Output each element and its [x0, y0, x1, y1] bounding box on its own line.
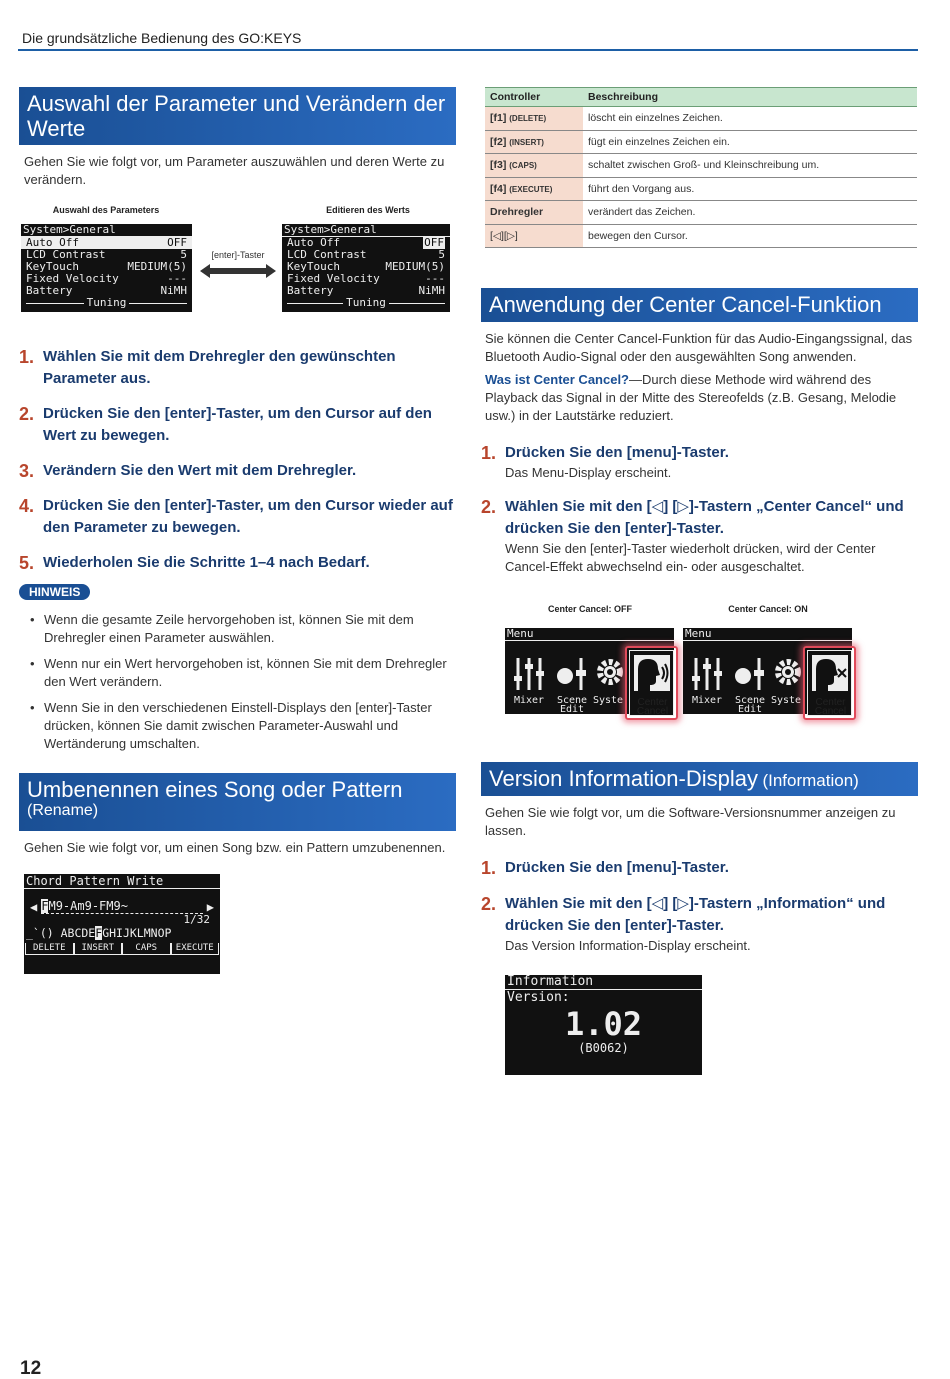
- softkey-insert: INSERT: [74, 943, 123, 955]
- lcd-title: System>General: [21, 224, 192, 237]
- figure-label-left: Auswahl des Parameters: [52, 205, 160, 215]
- lcd-rename: [24, 874, 220, 974]
- menu-label-mixer: Mixer: [513, 695, 545, 706]
- table-cell-controller: [f1] (DELETE): [485, 107, 583, 131]
- controller-table: [485, 87, 917, 248]
- menu-label-center-cancel: Center Cancel: [636, 697, 669, 717]
- lcd-footer: Tuning: [21, 297, 192, 309]
- section-heading-version: [481, 762, 918, 796]
- system-gear-icon: [595, 656, 625, 688]
- lcd-row: KeyTouch MEDIUM(5): [26, 260, 187, 273]
- steps-list-version: [481, 857, 917, 955]
- lcd-row: LCD Contrast 5: [287, 248, 445, 261]
- step-result: Das Menu-Display erscheint.: [505, 465, 672, 480]
- header-rule: [18, 49, 918, 51]
- note-item: • Wenn Sie in den verschiedenen Einstell-Displays den [enter]-Taster drücken, können Sie damit zwischen Parameter-Auswahl und Wertänderung umschalten.: [24, 699, 454, 753]
- highlight-center-cancel-off: [625, 646, 678, 720]
- step-item: 1. Drücken Sie den [menu]-Taster.: [481, 443, 729, 463]
- lcd-parameter-select: [21, 224, 192, 312]
- lcd-footer: Tuning: [282, 297, 450, 309]
- table-header: Controller: [485, 88, 583, 107]
- table-row: [485, 201, 917, 225]
- lcd-row: Fixed Velocity ---: [287, 272, 445, 285]
- section-title: Auswahl der Parameter und Verändern der Werte: [27, 91, 446, 141]
- figure-label-off: Center Cancel: OFF: [547, 604, 632, 614]
- scene-edit-icon: [555, 656, 589, 692]
- lcd-row: KeyTouch MEDIUM(5): [287, 260, 445, 273]
- table-cell-controller: [f3] (CAPS): [485, 154, 583, 178]
- lcd-softkeys: [24, 943, 220, 955]
- table-cell-description: bewegen den Cursor.: [583, 224, 917, 248]
- lcd-version-label: Version:: [507, 990, 570, 1005]
- section-title: Version Information-Display: [489, 766, 759, 791]
- section-intro: Gehen Sie wie folgt vor, um Parameter auszuwählen und deren Werte zu verändern.: [24, 154, 445, 187]
- menu-label-system: Syste: [770, 696, 802, 705]
- step-item: 1. Wählen Sie mit dem Drehregler den gewünschten Parameter aus.: [19, 347, 396, 387]
- mixer-icon: [691, 656, 723, 692]
- figure-label-right: Editieren des Werts: [326, 205, 410, 215]
- table-header: Beschreibung: [583, 88, 917, 107]
- table-cell-description: löscht ein einzelnes Zeichen.: [583, 107, 917, 131]
- table-cell-description: schaltet zwischen Groß- und Kleinschreibung um.: [583, 154, 917, 178]
- lcd-row: Auto Off OFF: [287, 236, 444, 249]
- running-header: Die grundsätzliche Bedienung des GO:KEYS: [22, 30, 302, 46]
- arrow-right-icon: ▶: [206, 899, 214, 914]
- table-cell-description: verändert das Zeichen.: [583, 201, 917, 225]
- lcd-build-number: (B0062): [578, 1041, 629, 1055]
- table-cell-controller: [◁][▷]: [485, 224, 583, 248]
- lcd-row: Battery NiMH: [287, 284, 445, 297]
- lcd-value-selected: OFF: [424, 236, 444, 249]
- section-title-suffix: (Information): [762, 771, 859, 790]
- lcd-title: Menu: [683, 628, 852, 641]
- menu-label-scene-edit: Scene Edit: [556, 695, 588, 715]
- table-cell-description: fügt ein einzelnes Zeichen ein.: [583, 130, 917, 154]
- center-cancel-muted-icon: [812, 655, 848, 691]
- step-result: Wenn Sie den [enter]-Taster wiederholt drücken, wird der Center Cancel-Effekt abwechselnd ein- oder ausgeschaltet.: [505, 541, 876, 574]
- center-cancel-definition: Was ist Center Cancel?—Durch diese Methode wird während des Playback das Signal in der Mitte des Stereofelds (z.B. Gesang, Melodie usw.) in der Lautstärke reduziert.: [485, 372, 897, 423]
- note-badge: HINWEIS: [19, 584, 90, 600]
- note-item: • Wenn die gesamte Zeile hervorgehoben ist, können Sie mit dem Drehregler einen Parameter auswählen.: [24, 611, 454, 647]
- lcd-row: Fixed Velocity ---: [26, 272, 187, 285]
- table-row: [485, 224, 917, 248]
- menu-label-mixer: Mixer: [691, 695, 723, 706]
- step-item: 2. Wählen Sie mit den [◁] [▷]-Tastern „Center Cancel“ und drücken Sie den [enter]-Taster.: [481, 497, 904, 537]
- mixer-icon: [513, 656, 545, 692]
- table-header-row: [485, 88, 917, 107]
- section-intro: Gehen Sie wie folgt vor, um die Software-Versionsnummer anzeigen zu lassen.: [485, 805, 896, 838]
- menu-label-center-cancel: Center Cancel: [814, 697, 847, 717]
- highlight-center-cancel-on: [803, 646, 856, 720]
- lcd-version-info: [505, 975, 702, 1075]
- table-row: [485, 107, 917, 131]
- table-row: [485, 130, 917, 154]
- figure-label-on: Center Cancel: ON: [728, 604, 808, 614]
- softkey-caps: CAPS: [122, 943, 171, 955]
- section-subtitle: (Rename): [27, 802, 99, 819]
- lcd-title: Information: [505, 975, 702, 990]
- arrow-left-icon: ◀: [30, 899, 38, 914]
- section-heading-rename: [19, 773, 456, 831]
- section-title: Anwendung der Center Cancel-Funktion: [489, 292, 882, 317]
- lcd-title: Menu: [505, 628, 674, 641]
- table-cell-controller: [f2] (INSERT): [485, 130, 583, 154]
- system-gear-icon: [773, 656, 803, 688]
- step-item: 2. Wählen Sie mit den [◁] [▷]-Tastern „Information“ und drücken Sie den [enter]-Taster.: [481, 894, 886, 934]
- table-row: [485, 177, 917, 201]
- double-arrow-icon: [200, 264, 276, 278]
- step-item: 4. Drücken Sie den [enter]-Taster, um den Cursor wieder auf den Parameter zu bewegen.: [19, 496, 453, 536]
- lcd-charset: _`() ABCDEFGHIJKLMNOP: [26, 926, 172, 940]
- lcd-value-edit: [282, 224, 450, 312]
- step-item: 3. Verändern Sie den Wert mit dem Drehregler.: [19, 461, 357, 481]
- lcd-version-number: 1.02: [564, 1005, 643, 1043]
- notes-list: [24, 611, 454, 761]
- step-item: 2. Drücken Sie den [enter]-Taster, um den Cursor auf den Wert zu bewegen.: [19, 404, 432, 444]
- scene-edit-icon: [733, 656, 767, 692]
- steps-list-center-cancel: [481, 442, 917, 576]
- steps-list-parameters: [19, 346, 454, 574]
- table-cell-description: führt den Vorgang aus.: [583, 177, 917, 201]
- table-cell-controller: [f4] (EXECUTE): [485, 177, 583, 201]
- step-item: 1. Drücken Sie den [menu]-Taster.: [481, 858, 729, 878]
- lcd-title: Chord Pattern Write: [24, 874, 220, 889]
- table-cell-controller: Drehregler: [485, 201, 583, 225]
- lcd-name-line: [24, 899, 220, 914]
- lcd-row: Battery NiMH: [26, 284, 187, 297]
- menu-label-system: Syste: [592, 696, 624, 705]
- lcd-counter: 1/32: [183, 913, 210, 926]
- lcd-row: LCD Contrast 5: [26, 248, 187, 261]
- center-cancel-voice-icon: [634, 655, 670, 691]
- lcd-name-field: FM9-Am9-FM9~: [41, 899, 203, 914]
- section-heading-parameters: [19, 87, 456, 145]
- lcd-row-selected: Auto Off OFF: [21, 237, 192, 249]
- menu-label-scene-edit: Scene Edit: [734, 695, 766, 715]
- softkey-execute: EXECUTE: [171, 943, 220, 955]
- softkey-delete: DELETE: [25, 943, 74, 955]
- note-item: • Wenn nur ein Wert hervorgehoben ist, können Sie mit dem Drehregler den Wert verändern.: [24, 655, 454, 691]
- enter-arrow-label: [enter]-Taster: [211, 250, 265, 260]
- lcd-title: System>General: [282, 224, 450, 237]
- step-item: 5. Wiederholen Sie die Schritte 1–4 nach Bedarf.: [19, 553, 370, 573]
- table-row: [485, 154, 917, 178]
- section-title: Umbenennen eines Song oder Pattern: [27, 777, 403, 802]
- section-intro: Gehen Sie wie folgt vor, um einen Song bzw. ein Pattern umzubenennen.: [24, 840, 446, 855]
- section-intro: Sie können die Center Cancel-Funktion für das Audio-Eingangssignal, das Bluetooth Audio-Signal oder den ausgewählten Song anwenden.: [485, 331, 913, 364]
- step-result: Das Version Information-Display erscheint.: [505, 938, 751, 953]
- section-heading-center-cancel: [481, 288, 918, 322]
- page-number: 12: [20, 1358, 42, 1379]
